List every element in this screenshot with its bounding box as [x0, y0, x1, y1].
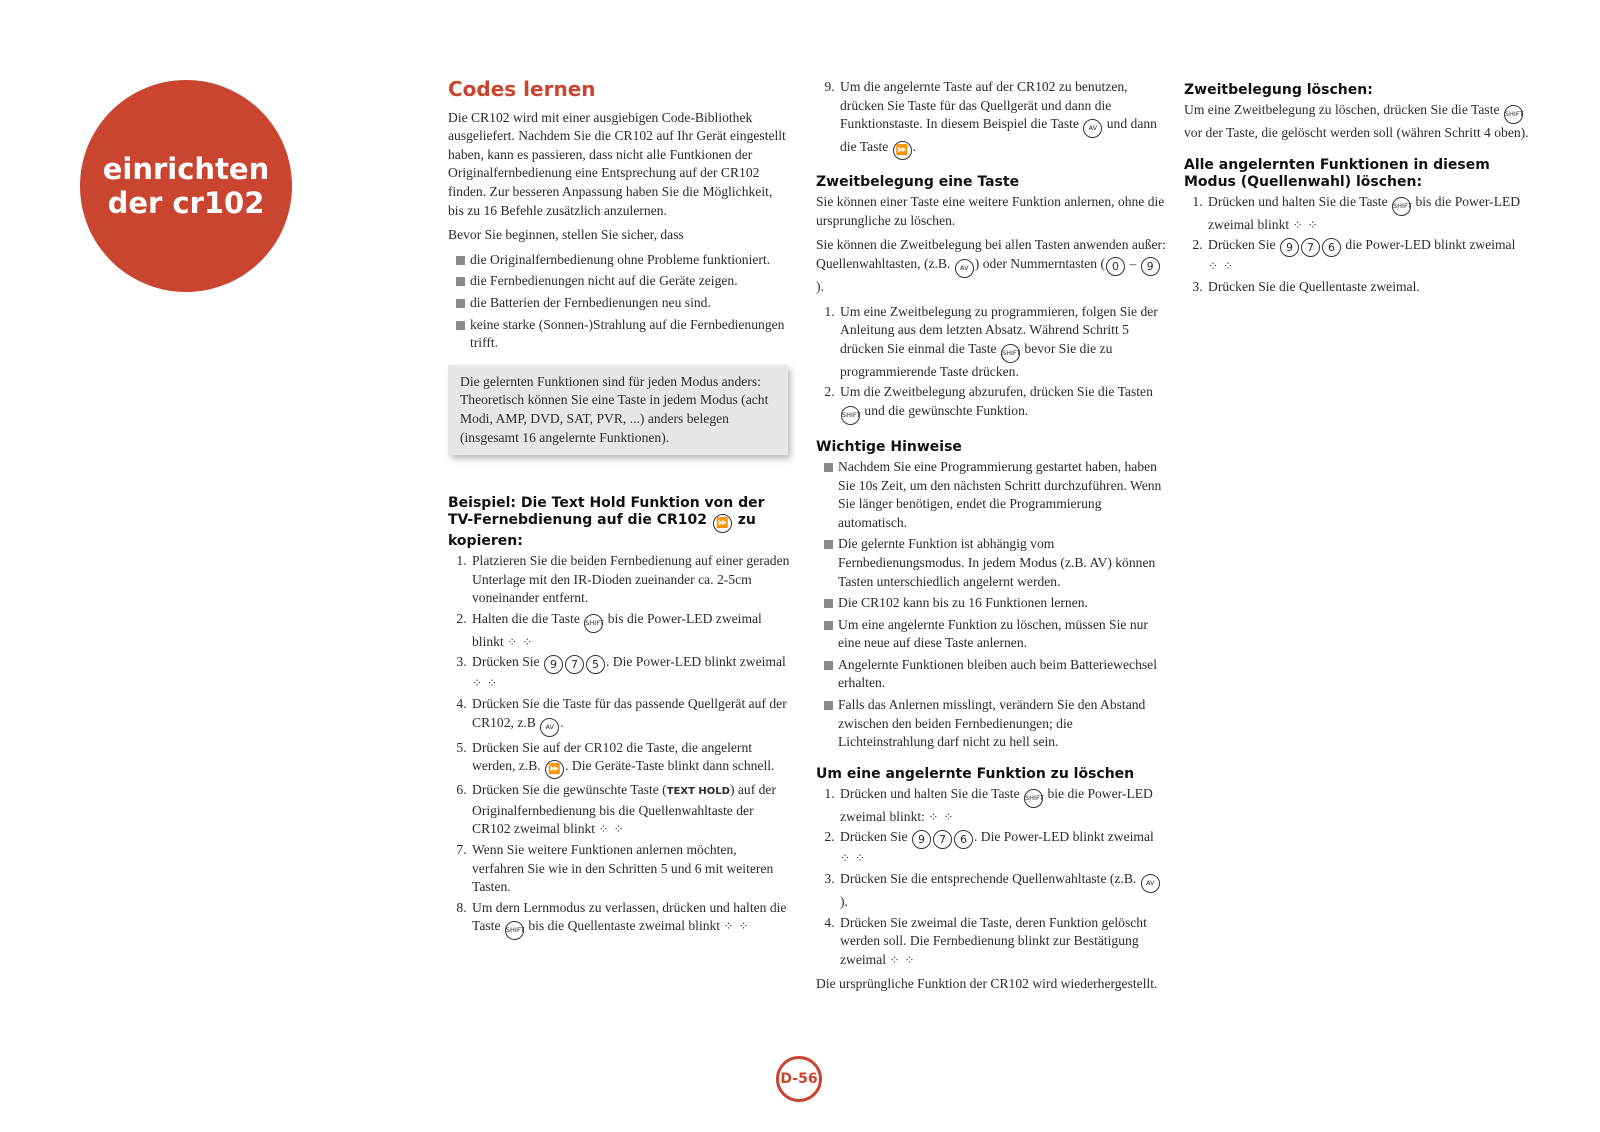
- example-heading-text: Beispiel: Die Text Hold Funktion von der TV-Fernebdienung auf die CR102: [448, 495, 765, 529]
- section-badge-line2: der cr102: [107, 186, 265, 220]
- paragraph-text: ).: [816, 278, 824, 294]
- step-text: bie die Power-LED zweimal blinkt:: [840, 785, 1153, 824]
- digit-7-key-icon: 7: [1301, 238, 1320, 257]
- intro-paragraph: Die CR102 wird mit einer ausgiebigen Code-Bibliothek ausgeliefert. Nachdem Sie die CR102 auf Ihr Gerät eingestellt haben, kann es passieren, dass nicht alle Funtkionen der Originalfernbedienung eine Entsprechung auf der CR102 finden. Zur besseren Anpassung haben Sie die Möglichkeit, bis zu 16 Befehle zusätzlich anzulernen.: [448, 109, 786, 218]
- shift-key-icon: SHIFT: [1024, 789, 1043, 808]
- paragraph: Sie können einer Taste eine weitere Funktion anlernen, ohne die ursprungliche zu löschen.: [816, 194, 1165, 228]
- step-text: Drücken Sie: [840, 829, 908, 845]
- alle-loeschen-steps: [1184, 193, 1534, 297]
- list-item: 9. Um die angelernte Taste auf der CR102 zu benutzen, drücken Sie Taste für das Quellgerät und dann die Funktionstaste. In diesem Beispiel die Taste AV und dann die Taste ⏩ .: [838, 78, 1166, 160]
- step-text: Um eine Zweitbelegung zu programmieren, folgen Sie der Anleitung aus dem letzten Absatz. Während Schritt 5 drücken Sie einmal die Taste: [840, 303, 1158, 356]
- list-item: [470, 841, 790, 897]
- learn-steps-continued: [816, 78, 1166, 160]
- page-number: D-56: [776, 1056, 822, 1102]
- list-item: [838, 870, 1166, 912]
- example-heading: [448, 495, 790, 550]
- digit-6-key-icon: 6: [1322, 238, 1341, 257]
- page-title: Codes lernen: [448, 77, 596, 101]
- step-text: und die gewünschte Funktion.: [864, 402, 1029, 418]
- step-text: Drücken Sie zweimal die Taste, deren Funktion gelöscht werden soll. Die Fernbedienung blinkt zur Bestätigung zweimal: [840, 914, 1147, 967]
- blink-icon: ⁘ ⁘: [1292, 217, 1319, 232]
- list-item: Nachdem Sie eine Programmierung gestartet haben, haben Sie 10s Zeit, um den nächsten Schritt durchzuführen. Wenn Sie länger benötigen, endet die Programmierung automatisch.: [816, 458, 1166, 532]
- step-text: Drücken Sie die Taste für das passende Quellgerät auf der CR102, z.B: [472, 696, 787, 730]
- shift-key-icon: SHIFT: [1392, 197, 1411, 216]
- step-text: Drücken Sie: [472, 654, 540, 670]
- step-text: bis die Power-LED zweimal blinkt: [1208, 193, 1521, 232]
- list-item: [1206, 278, 1534, 297]
- step-text: . Die Power-LED blinkt zweimal: [605, 654, 786, 670]
- digit-9-key-icon: 9: [1141, 257, 1160, 276]
- av-key-icon: AV: [540, 718, 559, 737]
- blink-icon: ⁘ ⁘: [598, 822, 625, 837]
- list-item: Die CR102 kann bis zu 16 Funktionen lernen.: [816, 594, 1166, 613]
- example-heading-end: zu kopieren:: [448, 512, 756, 550]
- paragraph-text: ) oder Nummerntasten (: [974, 255, 1106, 271]
- digit-9-key-icon: 9: [912, 830, 931, 849]
- heading-zweit-loeschen: Zweitbelegung löschen:: [1184, 82, 1373, 98]
- list-item: [470, 899, 790, 941]
- step-text: bevor Sie die zu programmierende Taste drücken.: [840, 340, 1113, 379]
- shift-key-icon: SHIFT: [1504, 105, 1523, 124]
- list-item: [838, 383, 1166, 425]
- list-item: [470, 552, 790, 608]
- step-text: Um die Zweitbelegung abzurufen, drücken Sie die Tasten: [840, 384, 1153, 400]
- step-text: bis die Power-LED zweimal blinkt: [472, 610, 762, 649]
- list-item: [470, 781, 790, 839]
- fast-forward-key-icon: ⏩: [893, 141, 912, 160]
- step-text: Platzieren Sie die beiden Fernbedienung auf einer geraden Unterlage mit den IR-Dioden zueinander ca. 2-5cm voneinander entfernt.: [472, 553, 790, 606]
- paragraph-text: vor der Taste, die gelöscht werden soll (währen Schritt 4 oben).: [1184, 125, 1529, 140]
- step-text: bis die Quellentaste zweimal blinkt: [528, 918, 721, 934]
- list-item: [470, 653, 790, 693]
- step-text: Drücken Sie die Quellentaste zweimal.: [1208, 278, 1420, 294]
- paragraph-text: –: [1129, 255, 1137, 271]
- step-text: und dann die Taste: [840, 116, 1157, 155]
- paragraph: [816, 236, 1166, 296]
- list-item: [470, 739, 790, 780]
- list-item: [838, 914, 1166, 970]
- step-text: Um dern Lernmodus zu verlassen, drücken und halten die Taste: [472, 899, 787, 934]
- prerequisite-list: [448, 251, 790, 353]
- list-item: [838, 828, 1166, 868]
- step-text: Um die angelernte Taste auf der CR102 zu benutzen, drücken Sie Taste für das Quellgerät und dann die Funktionstaste. In diesem Beispiel die Taste: [840, 79, 1128, 132]
- list-item: die Fernbedienungen nicht auf die Geräte zeigen.: [448, 272, 790, 291]
- shift-key-icon: SHIFT: [505, 921, 524, 940]
- list-item: Falls das Anlernen misslingt, verändern Sie den Abstand zwischen den beiden Fernbedienungen; die Lichteinstrahlung darf nicht zu hell sein.: [816, 696, 1166, 752]
- step-text: Drücken Sie: [1208, 237, 1276, 253]
- learn-steps-list: [448, 552, 790, 940]
- digit-9-key-icon: 9: [1280, 238, 1299, 257]
- heading-hinweise: Wichtige Hinweise: [816, 438, 962, 455]
- list-item: [1206, 236, 1534, 276]
- paragraph-text: Sie können die Zweitbelegung bei allen Tasten anwenden außer: Quellenwahltasten, (z.B.: [816, 237, 1166, 271]
- text-hold-key-label: TEXT HOLD: [666, 786, 730, 798]
- section-badge: [80, 80, 292, 292]
- paragraph: [1184, 101, 1534, 143]
- digit-5-key-icon: 5: [586, 655, 605, 674]
- av-key-icon: AV: [1141, 874, 1160, 893]
- list-item: die Batterien der Fernbedienungen neu sind.: [448, 294, 790, 313]
- hinweise-list: [816, 458, 1166, 752]
- step-text: Drücken und halten Sie die Taste: [840, 785, 1020, 801]
- list-item: [838, 303, 1166, 382]
- fast-forward-key-icon: ⏩: [713, 514, 732, 533]
- zweitbelegung-steps: [816, 303, 1166, 425]
- fast-forward-key-icon: ⏩: [545, 760, 564, 779]
- blink-icon: ⁘ ⁘: [1208, 259, 1235, 274]
- list-item: keine starke (Sonnen-)Strahlung auf die Fernbedienungen trifft.: [448, 316, 790, 353]
- outro-paragraph: Die ursprüngliche Funktion der CR102 wird wiederhergestellt.: [816, 976, 1158, 992]
- blink-icon: ⁘ ⁘: [928, 809, 955, 824]
- step-text: . Die Power-LED blinkt zweimal: [973, 829, 1154, 845]
- digit-6-key-icon: 6: [954, 830, 973, 849]
- step-text: Drücken Sie die gewünschte Taste (: [472, 782, 667, 798]
- list-item: 4. Drücken Sie die Taste für das passende Quellgerät auf der CR102, z.B AV .: [470, 695, 790, 737]
- blink-icon: ⁘ ⁘: [889, 952, 916, 967]
- column-3: [1184, 76, 1534, 302]
- shift-key-icon: SHIFT: [841, 406, 860, 425]
- step-text: Halten die die Taste: [472, 610, 580, 626]
- blink-icon: ⁘ ⁘: [840, 851, 867, 866]
- blink-icon: ⁘ ⁘: [472, 676, 499, 691]
- heading-alle-loeschen: Alle angelernten Funktionen in diesem Modus (Quellenwahl) löschen:: [1184, 156, 1490, 190]
- av-key-icon: AV: [955, 259, 974, 278]
- step-text: Drücken Sie auf der CR102 die Taste, die angelernt werden, z.B.: [472, 739, 753, 774]
- note-box: Die gelernten Funktionen sind für jeden Modus anders: Theoretisch können Sie eine Taste in jedem Modus (acht Modi, AMP, DVD, SAT, PVR, ...) anders belegen (insgesamt 16 angelernte Funktionen).: [448, 365, 788, 455]
- before-paragraph: Bevor Sie beginnen, stellen Sie sicher, dass: [448, 227, 684, 243]
- loeschen-steps: [816, 785, 1166, 970]
- list-item: die Originalfernbedienung ohne Probleme funktioniert.: [448, 251, 790, 270]
- list-item: Die gelernte Funktion ist abhängig vom Fernbedienungsmodus. In jedem Modus (z.B. AV) können Tasten unterschiedlich angelernt werden.: [816, 535, 1166, 591]
- column-2: [816, 78, 1166, 1000]
- av-key-icon: AV: [1083, 119, 1102, 138]
- digit-9-key-icon: 9: [544, 655, 563, 674]
- column-1: [448, 76, 790, 946]
- blink-icon: ⁘ ⁘: [723, 919, 750, 934]
- shift-key-icon: SHIFT: [1001, 344, 1020, 363]
- shift-key-icon: SHIFT: [584, 614, 603, 633]
- step-text: ).: [840, 894, 848, 910]
- step-text: Wenn Sie weitere Funktionen anlernen möchten, verfahren Sie wie in den Schritten 5 und 6 mit weiteren Tasten.: [472, 842, 774, 895]
- heading-loeschen: Um eine angelernte Funktion zu löschen: [816, 765, 1135, 782]
- digit-7-key-icon: 7: [933, 830, 952, 849]
- step-text: . Die Geräte-Taste blinkt dann schnell.: [565, 758, 775, 774]
- list-item: [838, 785, 1166, 827]
- step-text: die Power-LED blinkt zweimal: [1345, 237, 1516, 253]
- paragraph-text: Um eine Zweitbelegung zu löschen, drücken Sie die Taste: [1184, 102, 1500, 117]
- blink-icon: ⁘ ⁘: [507, 634, 534, 649]
- section-badge-line1: einrichten: [102, 152, 270, 186]
- digit-0-key-icon: 0: [1106, 257, 1125, 276]
- heading-zweitbelegung: Zweitbelegung eine Taste: [816, 174, 1020, 191]
- list-item: Um eine angelernte Funktion zu löschen, müssen Sie nur eine neue auf diese Taste anlernen.: [816, 616, 1166, 653]
- list-item: Angelernte Funktionen bleiben auch beim Batteriewechsel erhalten.: [816, 656, 1166, 693]
- step-text: Drücken Sie die entsprechende Quellenwahltaste (z.B.: [840, 871, 1137, 887]
- digit-7-key-icon: 7: [565, 655, 584, 674]
- list-item: [470, 610, 790, 652]
- step-text: Drücken und halten Sie die Taste: [1208, 193, 1388, 209]
- list-item: [1206, 193, 1534, 235]
- step-text: ) auf der Originalfernbedienung bis die Quellenwahltaste der CR102 zweimal blinkt: [472, 782, 776, 837]
